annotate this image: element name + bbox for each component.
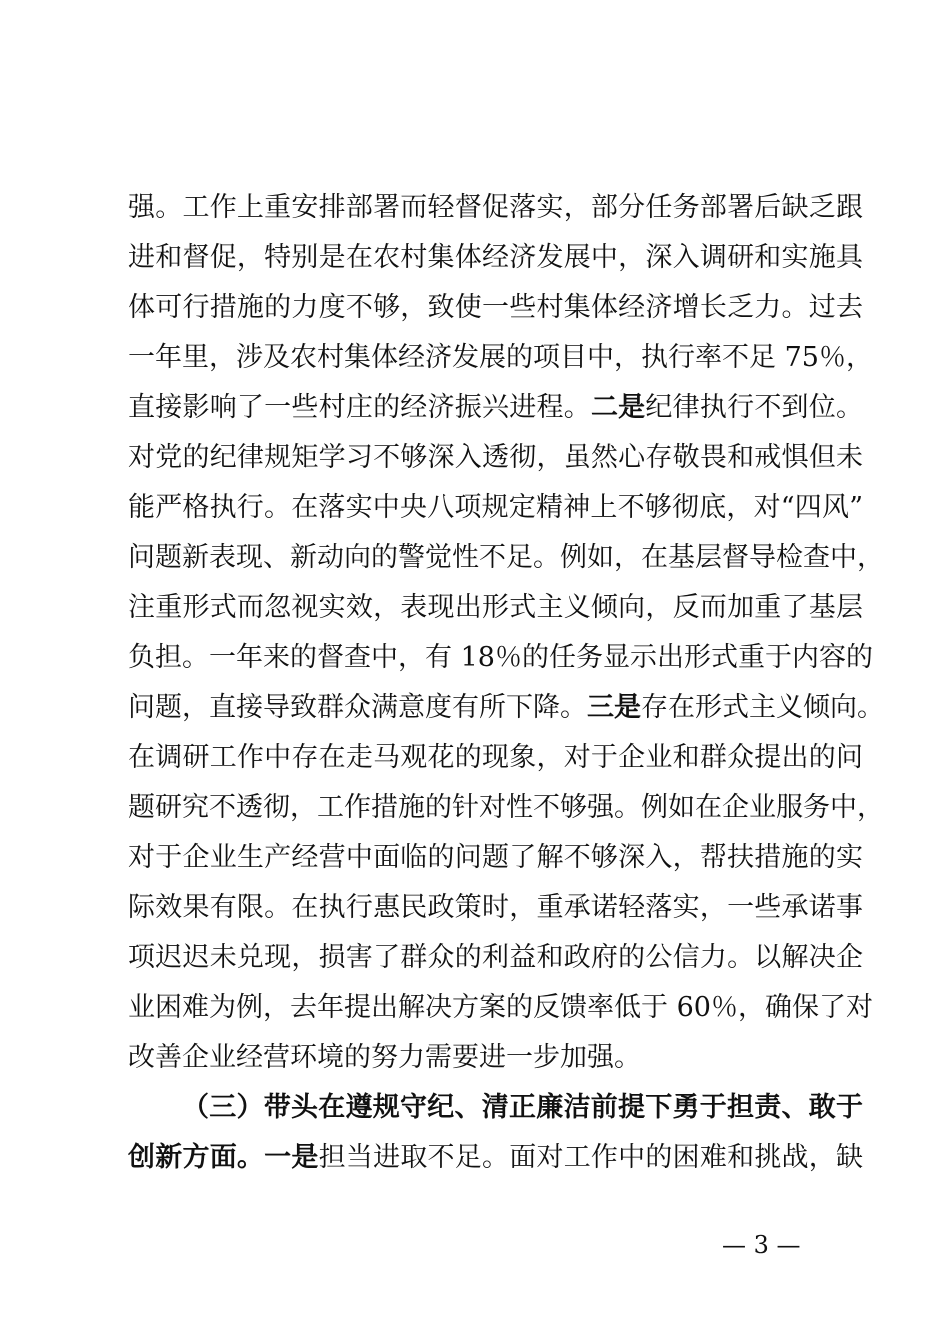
text-line: [128, 983, 873, 1033]
bold-marker: 三是: [587, 692, 641, 723]
text-line: [128, 1033, 863, 1083]
text-line: [128, 933, 863, 983]
text-run: 注重形式而忽视实效，表现出形式主义倾向，反而加重了基层: [128, 592, 863, 623]
text-run: 进和督促，特别是在农村集体经济发展中，深入调研和实施具: [128, 242, 863, 273]
text-run: 直接影响了一些村庄的经济振兴进程。: [128, 392, 591, 423]
text-line: [128, 783, 884, 833]
text-line: [128, 683, 884, 733]
text-run: 项迟迟未兑现，损害了群众的利益和政府的公信力。以解决企: [128, 942, 863, 973]
text-run: 强。工作上重安排部署而轻督促落实，部分任务部署后缺乏跟: [128, 192, 863, 223]
text-run: 改善企业经营环境的努力需要进一步加强。: [128, 1042, 641, 1073]
heading-text: （三）带头在遵规守纪、清正廉洁前提下勇于担责、敢于: [182, 1092, 863, 1123]
text-line: [128, 233, 863, 283]
bold-marker: 创新方面。一是: [128, 1142, 319, 1173]
text-line: [128, 583, 863, 633]
text-line: [128, 283, 863, 333]
text-run: 纪律执行不到位。: [645, 392, 864, 423]
text-run: 题研究不透彻，工作措施的针对性不够强。例如在企业服务中，: [128, 792, 884, 823]
text-run: 担当进取不足。面对工作中的困难和挑战，缺: [318, 1142, 864, 1173]
text-run: 一年里，涉及农村集体经济发展的项目中，执行率不足 75％，: [128, 342, 873, 373]
section-heading: [128, 1083, 863, 1133]
text-run: 对于企业生产经营中面临的问题了解不够深入，帮扶措施的实: [128, 842, 863, 873]
text-line: [128, 833, 863, 883]
text-run: 在调研工作中存在走马观花的现象，对于企业和群众提出的问: [128, 742, 863, 773]
document-body: [128, 183, 884, 1183]
text-line: [128, 1133, 863, 1183]
text-run: 体可行措施的力度不够，致使一些村集体经济增长乏力。过去: [128, 292, 863, 323]
text-line: [128, 433, 863, 483]
text-line: [128, 533, 884, 583]
text-line: [128, 383, 863, 433]
text-run: 能严格执行。在落实中央八项规定精神上不够彻底，对“四风”: [128, 492, 863, 523]
text-line: [128, 183, 863, 233]
text-line: [128, 633, 873, 683]
text-line: [128, 733, 863, 783]
text-run: 负担。一年来的督查中，有 18％的任务显示出形式重于内容的: [128, 642, 873, 673]
text-line: [128, 333, 873, 383]
page-number: — 3 —: [722, 1231, 801, 1259]
text-run: 问题新表现、新动向的警觉性不足。例如，在基层督导检查中，: [128, 542, 884, 573]
text-line: [128, 883, 863, 933]
text-run: 存在形式主义倾向。: [641, 692, 884, 723]
text-run: 业困难为例，去年提出解决方案的反馈率低于 60％，确保了对: [128, 992, 873, 1023]
text-run: 问题，直接导致群众满意度有所下降。: [128, 692, 587, 723]
text-run: 际效果有限。在执行惠民政策时，重承诺轻落实，一些承诺事: [128, 892, 863, 923]
text-run: 对党的纪律规矩学习不够深入透彻，虽然心存敬畏和戒惧但未: [128, 442, 863, 473]
text-line: [128, 483, 863, 533]
bold-marker: 二是: [590, 392, 646, 423]
